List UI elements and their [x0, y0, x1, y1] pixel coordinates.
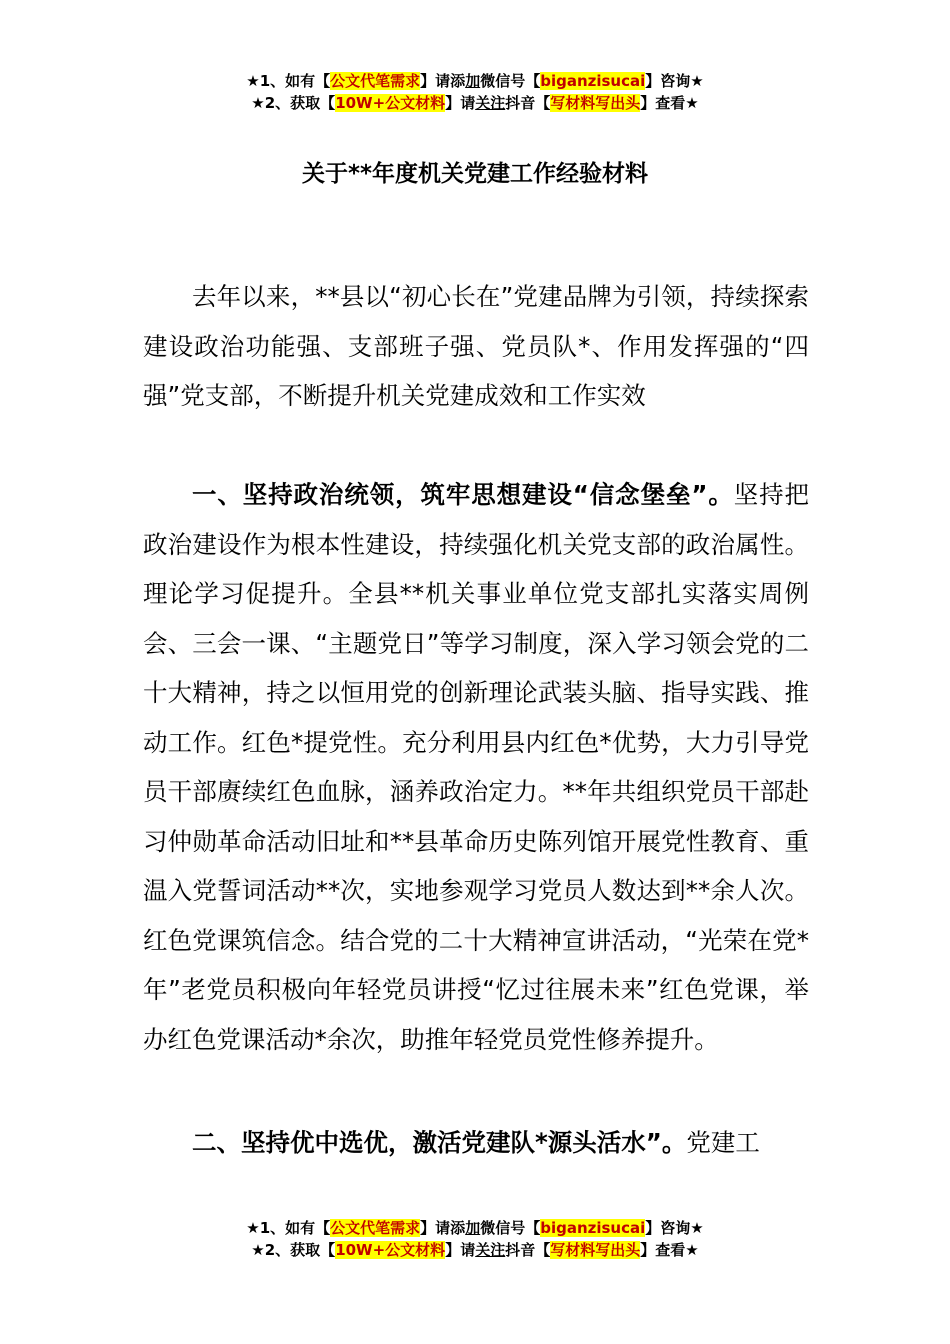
- service-highlight: 公文代笔需求: [330, 1219, 421, 1237]
- section-1-body: 坚持把政治建设作为根本性建设，持续强化机关党支部的政治属性。理论学习促提升。全县**机关事业单位党支部扎实落实周例会、三会一课、“主题党日”等学习制度，深入学习领会党的二十大精神，持之以恒用党的创新理论武装头脑、指导实践、推动工作。红色*提党性。充分利用县内红色*优势，大力引导党员干部赓续红色血脉，涵养政治定力。**年共组织党员干部赴习仲勋革命活动旧址和**县革命历史陈列馆开展党性教育、重温入党誓词活动**次，实地参观学习党员人数达到**余人次。红色党课筑信念。结合党的二十大精神宣讲活动，“光荣在党*年”老党员积极向年轻党员讲授“忆过往展未来”红色党课，举办红色党课活动*余次，助推年轻党员党性修养提升。: [143, 480, 810, 1054]
- materials-highlight: 10W+公文材料: [335, 1241, 446, 1259]
- footer-banner-line-2: ★2、获取【10W+公文材料】请关注抖音【写材料写出头】查看★: [251, 1241, 699, 1259]
- douyin-account-highlight: 写材料写出头: [550, 94, 641, 112]
- header-banner: [0, 70, 950, 114]
- section-2-paragraph: [143, 1118, 809, 1168]
- section-2-heading: 二、坚持优中选优，激活党建队*源头活水”。: [192, 1128, 687, 1157]
- wechat-id-highlight: biganzisucai: [540, 72, 646, 90]
- footer-banner: [0, 1217, 950, 1261]
- douyin-account-highlight: 写材料写出头: [550, 1241, 641, 1259]
- service-highlight: 公文代笔需求: [330, 72, 421, 90]
- section-1-heading: 一、坚持政治统领，筑牢思想建设“信念堡垒”。: [192, 480, 734, 509]
- document-title: 关于**年度机关党建工作经验材料: [301, 161, 649, 187]
- intro-paragraph: 去年以来，**县以“初心长在”党建品牌为引领，持续探索建设政治功能强、支部班子强、党员队*、作用发挥强的“四强”党支部，不断提升机关党建成效和工作实效: [143, 282, 809, 410]
- section-1-paragraph: [143, 470, 809, 1064]
- section-2-body: 党建工: [686, 1128, 760, 1157]
- footer-banner-line-1: ★1、如有【公文代笔需求】请添加微信号【biganzisucai】咨询★: [246, 1219, 704, 1237]
- wechat-id-highlight: biganzisucai: [540, 1219, 646, 1237]
- header-banner-line-1: ★1、如有【公文代笔需求】请添加微信号【biganzisucai】咨询★: [246, 72, 704, 90]
- header-banner-line-2: ★2、获取【10W+公文材料】请关注抖音【写材料写出头】查看★: [251, 94, 699, 112]
- materials-highlight: 10W+公文材料: [335, 94, 446, 112]
